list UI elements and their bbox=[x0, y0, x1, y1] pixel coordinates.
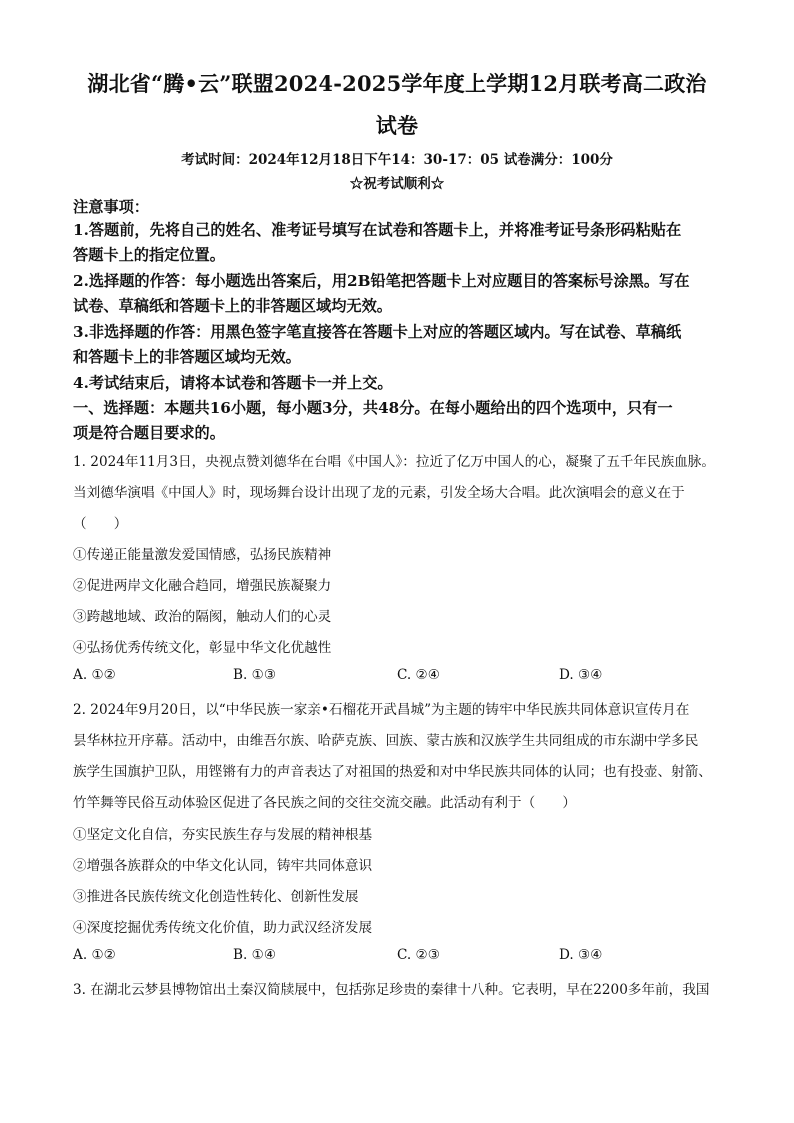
notice-line: 1.答题前，先将自己的姓名、准考证号填写在试卷和答题卡上，并将准考证号条形码粘贴在 bbox=[73, 221, 682, 239]
question-2-text: 昙华林拉开序幕。活动中，由维吾尔族、哈萨克族、回族、蒙古族和汉族学生共同组成的市东湖中学多民 bbox=[73, 733, 699, 749]
notice-line: 和答题卡上的非答题区域均无效。 bbox=[73, 348, 301, 366]
option-d[interactable]: D. ③④ bbox=[559, 667, 603, 683]
question-2-statement: ④深度挖掘优秀传统文化价值，助力武汉经济发展 bbox=[73, 920, 373, 936]
question-1-statement: ②促进两岸文化融合趋同，增强民族凝聚力 bbox=[73, 578, 332, 594]
notice-heading: 注意事项： bbox=[73, 198, 149, 216]
good-luck-wish: ☆祝考试顺利☆ bbox=[349, 176, 445, 192]
exam-title-line2: 试卷 bbox=[375, 113, 419, 138]
section-heading-cont: 项是符合题目要求的。 bbox=[73, 424, 225, 442]
notice-line: 3.非选择题的作答：用黑色签字笔直接答在答题卡上对应的答题区域内。写在试卷、草稿纸 bbox=[73, 323, 682, 341]
question-1-statement: ③跨越地域、政治的隔阂，触动人们的心灵 bbox=[73, 609, 332, 625]
question-2-text: 竹竿舞等民俗互动体验区促进了各民族之间的交往交流交融。此活动有利于（ ） bbox=[73, 795, 576, 811]
option-b[interactable]: B. ①④ bbox=[233, 947, 277, 963]
question-2-statement: ②增强各族群众的中华文化认同，铸牢共同体意识 bbox=[73, 858, 373, 874]
question-2-statement: ③推进各民族传统文化创造性转化、创新性发展 bbox=[73, 889, 359, 905]
notice-line: 试卷、草稿纸和答题卡上的非答题区域均无效。 bbox=[73, 297, 392, 315]
option-c[interactable]: C. ②④ bbox=[397, 667, 440, 683]
exam-info: 考试时间：2024年12月18日下午14：30-17：05 试卷满分：100分 bbox=[181, 152, 613, 168]
question-2-text: 2. 2024年9月20日，以“中华民族一家亲•石榴花开武昌城”为主题的铸牢中华民族共同体意识宣传月在 bbox=[73, 702, 690, 718]
question-2-text: 族学生国旗护卫队，用铿锵有力的声音表达了对祖国的热爱和对中华民族共同体的认同；也有投壶、射箭、 bbox=[73, 764, 712, 780]
notice-line: 答题卡上的指定位置。 bbox=[73, 246, 225, 264]
question-1-text: 1. 2024年11月3日，央视点赞刘德华在台唱《中国人》：拉近了亿万中国人的心，凝聚了五千年民族血脉。 bbox=[73, 454, 715, 470]
option-a[interactable]: A. ①② bbox=[73, 667, 116, 683]
question-3-text: 3. 在湖北云梦县博物馆出土秦汉简牍展中，包括弥足珍贵的秦律十八种。它表明，早在2200多年前，我国 bbox=[73, 982, 710, 998]
option-b[interactable]: B. ①③ bbox=[233, 667, 277, 683]
question-1-statement: ①传递正能量激发爱国情感，弘扬民族精神 bbox=[73, 547, 332, 563]
notice-line: 2.选择题的作答：每小题选出答案后，用2B铅笔把答题卡上对应题目的答案标号涂黑。写在 bbox=[73, 272, 690, 290]
notice-line: 4.考试结束后，请将本试卷和答题卡一并上交。 bbox=[73, 374, 393, 392]
exam-title-line1: 湖北省“腾•云”联盟2024-2025学年度上学期12月联考高二政治 bbox=[87, 71, 707, 96]
option-d[interactable]: D. ③④ bbox=[559, 947, 603, 963]
question-1-text: 当刘德华演唱《中国人》时，现场舞台设计出现了龙的元素，引发全场大合唱。此次演唱会的意义在于 bbox=[73, 485, 685, 501]
option-c[interactable]: C. ②③ bbox=[397, 947, 440, 963]
question-1-answer-blank: （ ） bbox=[73, 516, 128, 532]
section-heading: 一、选择题：本题共16小题，每小题3分，共48分。在每小题给出的四个选项中，只有一 bbox=[73, 399, 673, 417]
question-2-statement: ①坚定文化自信，夯实民族生存与发展的精神根基 bbox=[73, 827, 373, 843]
option-a[interactable]: A. ①② bbox=[73, 947, 116, 963]
question-1-statement: ④弘扬优秀传统文化，彰显中华文化优越性 bbox=[73, 640, 332, 656]
